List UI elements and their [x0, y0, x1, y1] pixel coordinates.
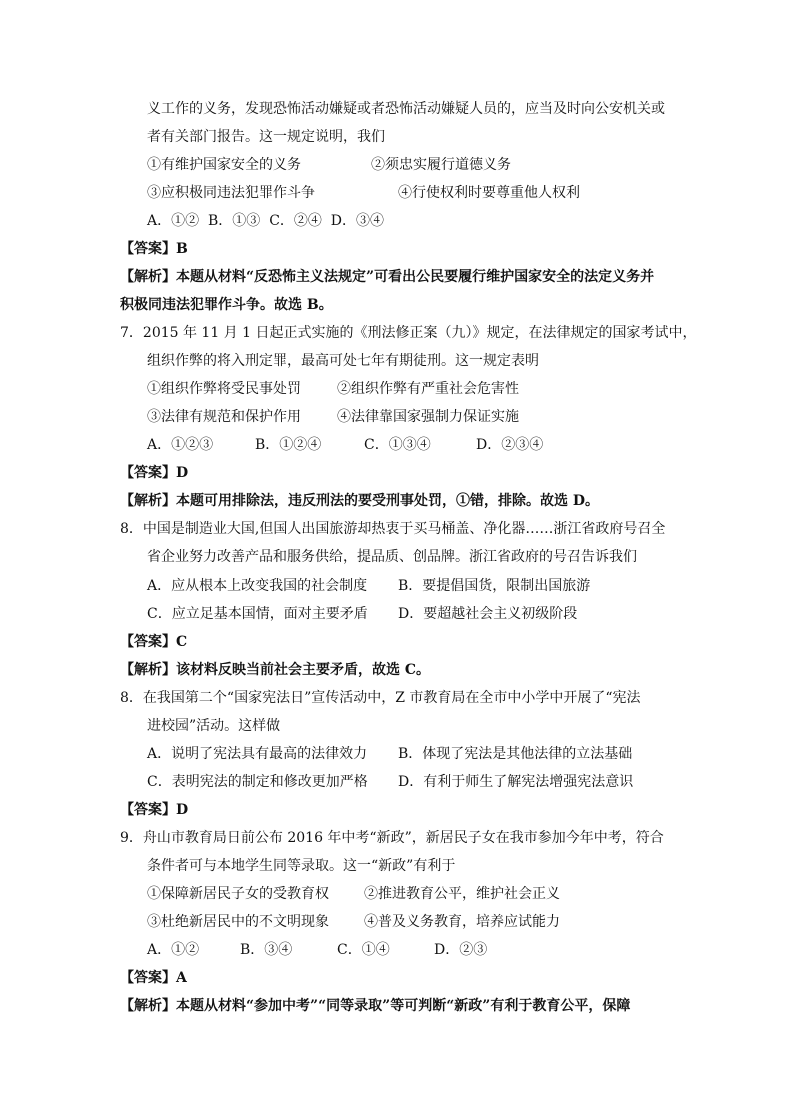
q7-analysis: 【解析】本题可用排除法，违反刑法的要受刑事处罚，①错，排除。故选 D。 — [120, 493, 600, 509]
q9-choice-c: C．①④ — [337, 942, 390, 958]
q8b-choice-c: C．表明宪法的制定和修改更加严格 — [147, 774, 368, 790]
q7-choice-a: A．①②③ — [147, 437, 214, 453]
q6-option-1: ①有维护国家安全的义务 — [147, 157, 301, 173]
q9-choice-d: D．②③ — [434, 942, 488, 958]
q7-option-4: ④法律靠国家强制力保证实施 — [337, 409, 519, 425]
q9-option-3: ③杜绝新居民中的不文明现象 — [147, 914, 329, 930]
q8a-choice-a: A．应从根本上改变我国的社会制度 — [147, 578, 368, 594]
q9-option-1: ①保障新居民子女的受教育权 — [147, 886, 329, 902]
q9-choice-b: B．③④ — [240, 942, 293, 958]
q8b-choice-a: A．说明了宪法具有最高的法律效力 — [147, 746, 368, 762]
q7-option-1: ①组织作弊将受民事处罚 — [147, 381, 301, 397]
q8b-answer: 【答案】D — [120, 802, 189, 818]
q9-analysis-line1: 【解析】本题从材料“参加中考”“同等录取”等可判断“新政”有利于教育公平，保障 — [120, 998, 631, 1014]
q8a-choice-c: C．应立足基本国情，面对主要矛盾 — [147, 606, 368, 622]
q9-option-2: ②推进教育公平，维护社会正义 — [364, 886, 560, 902]
q9-text-line1: 9．舟山市教育局日前公布 2016 年中考“新政”，新居民子女在我市参加今年中考，符合 — [120, 830, 664, 846]
q7-choice-d: D．②③④ — [476, 437, 544, 453]
q9-choice-a: A．①② — [147, 942, 200, 958]
q7-choice-c: C．①③④ — [364, 437, 431, 453]
q8a-text-line1: 8．中国是制造业大国,但国人出国旅游却热衷于买马桶盖、净化器……浙江省政府号召全 — [120, 521, 666, 537]
q6-analysis-line2: 积极同违法犯罪作斗争。故选 B。 — [120, 297, 333, 313]
q6-choices: A．①② B．①③ C．②④ D．③④ — [147, 213, 385, 229]
q6-option-2: ②须忠实履行道德义务 — [371, 157, 511, 173]
q7-text-line2: 组织作弊的将入刑定罪，最高可处七年有期徒刑。这一规定表明 — [147, 353, 539, 369]
q7-text-line1: 7．2015 年 11 月 1 日起正式实施的《刑法修正案（九）》规定，在法律规定的国家考试中， — [120, 325, 697, 341]
q6-text-line2: 者有关部门报告。这一规定说明，我们 — [147, 129, 385, 145]
q7-option-2: ②组织作弊有严重社会危害性 — [337, 381, 519, 397]
q9-option-4: ④普及义务教育，培养应试能力 — [364, 914, 560, 930]
q8a-choice-b: B．要提倡国货，限制出国旅游 — [398, 578, 591, 594]
q8a-analysis: 【解析】该材料反映当前社会主要矛盾，故选 C。 — [120, 662, 431, 678]
q9-text-line2: 条件者可与本地学生同等录取。这一“新政”有利于 — [147, 858, 456, 874]
q9-answer: 【答案】A — [120, 970, 187, 986]
q7-answer: 【答案】D — [120, 465, 189, 481]
q6-option-4: ④行使权利时要尊重他人权利 — [398, 185, 580, 201]
q6-option-3: ③应积极同违法犯罪作斗争 — [147, 185, 315, 201]
q8a-text-line2: 省企业努力改善产品和服务供给，提品质、创品牌。浙江省政府的号召告诉我们 — [147, 549, 637, 565]
q8b-text-line1: 8．在我国第二个“国家宪法日”宣传活动中，Z 市教育局在全市中小学中开展了“宪法 — [120, 690, 641, 706]
q6-analysis-line1: 【解析】本题从材料“反恐怖主义法规定”可看出公民要履行维护国家安全的法定义务并 — [120, 269, 655, 285]
q8b-text-line2: 进校园”活动。这样做 — [147, 718, 281, 734]
q7-choice-b: B．①②④ — [255, 437, 322, 453]
q8a-choice-d: D．要超越社会主义初级阶段 — [398, 606, 578, 622]
q6-text-line1: 义工作的义务，发现恐怖活动嫌疑或者恐怖活动嫌疑人员的，应当及时向公安机关或 — [147, 101, 665, 117]
q8a-answer: 【答案】C — [120, 634, 188, 650]
q8b-choice-b: B．体现了宪法是其他法律的立法基础 — [398, 746, 633, 762]
q6-answer: 【答案】B — [120, 241, 188, 257]
q7-option-3: ③法律有规范和保护作用 — [147, 409, 301, 425]
q8b-choice-d: D．有利于师生了解宪法增强宪法意识 — [398, 774, 634, 790]
